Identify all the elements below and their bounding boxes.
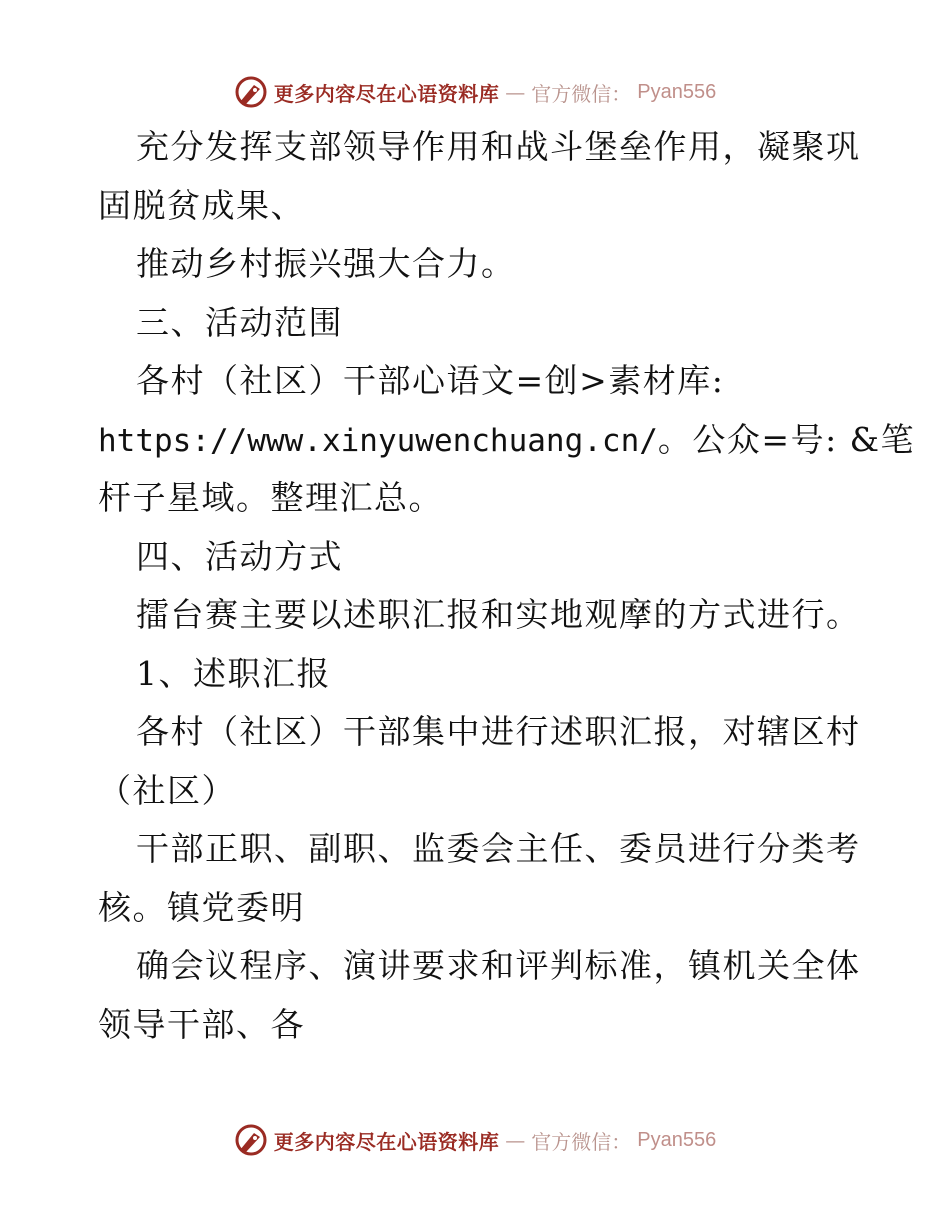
banner-contact-id: Pyan556 (637, 80, 717, 103)
body-line-url (98, 411, 916, 470)
header-banner (0, 72, 950, 112)
document-body (98, 118, 916, 1054)
banner-contact-label: 官方微信： (531, 1129, 632, 1154)
body-line: 领导干部、各 (98, 1004, 305, 1044)
banner-contact-id: Pyan556 (637, 1128, 717, 1151)
banner-separator: — (505, 1128, 526, 1152)
url-text: https://www.xinyuwenchuang.cn/ (98, 422, 658, 459)
banner-title: 更多内容尽在心语资料库 (273, 81, 500, 106)
body-line: 确会议程序、演讲要求和评判标准，镇机关全体 (136, 946, 861, 985)
body-line: 各村（社区）干部心语文=创>素材库: (136, 361, 725, 400)
pen-nib-logo-icon (234, 1123, 268, 1157)
section-heading: 四、活动方式 (136, 536, 343, 576)
body-line: 干部正职、副职、监委会主任、委员进行分类考 (136, 829, 861, 868)
banner-contact-label: 官方微信： (531, 81, 632, 106)
url-suffix-text: 。公众=号: &笔 (657, 419, 916, 459)
pen-nib-logo-icon (234, 75, 268, 109)
body-line: 杆子星域。整理汇总。 (98, 478, 443, 517)
footer-banner (0, 1120, 950, 1160)
body-line: 充分发挥支部领导作用和战斗堡垒作用，凝聚巩 (136, 127, 861, 166)
body-line: 核。镇党委明 (98, 887, 305, 927)
body-line: 推动乡村振兴强大合力。 (136, 244, 516, 283)
banner-separator: — (505, 80, 526, 104)
body-line: （社区） (98, 770, 236, 810)
subsection-heading: 1、述职汇报 (136, 653, 331, 693)
body-line: 固脱贫成果、 (98, 185, 305, 225)
section-heading: 三、活动范围 (136, 302, 343, 342)
body-line: 擂台赛主要以述职汇报和实地观摩的方式进行。 (136, 595, 861, 634)
body-line: 各村（社区）干部集中进行述职汇报，对辖区村 (136, 712, 861, 751)
banner-title: 更多内容尽在心语资料库 (273, 1129, 500, 1154)
